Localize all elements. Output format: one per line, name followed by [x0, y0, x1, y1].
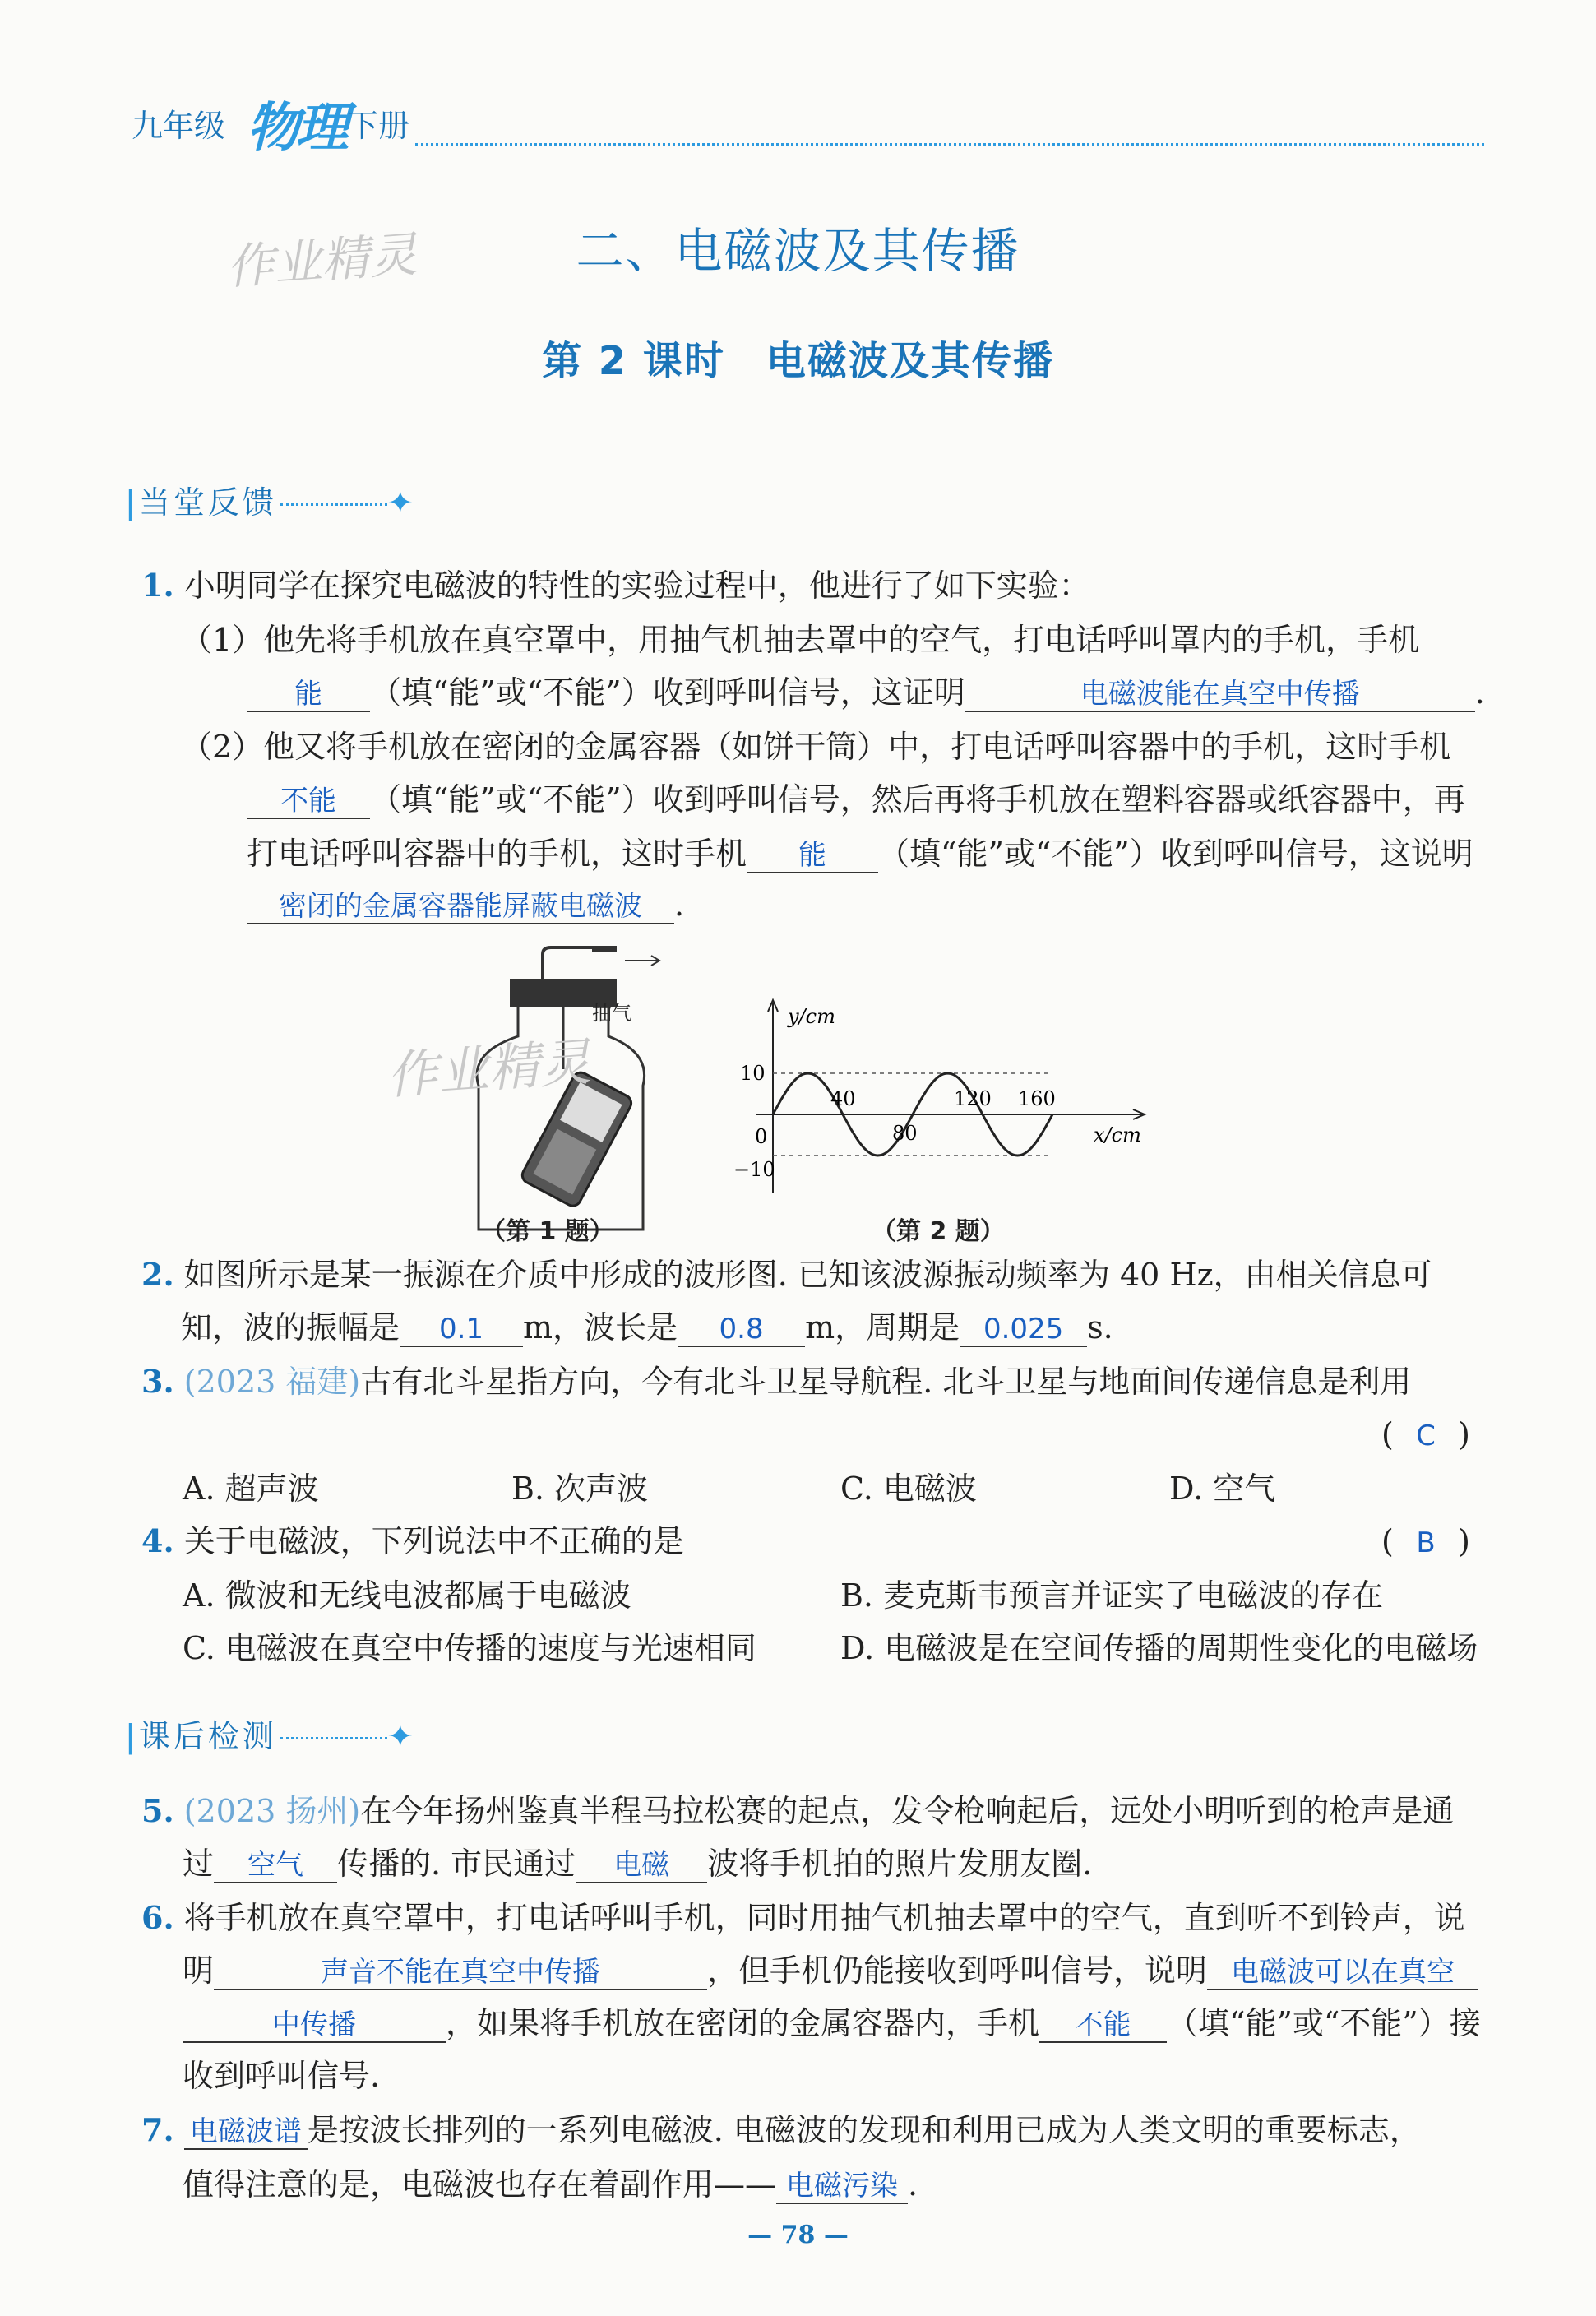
q2-number: 2.	[141, 1256, 174, 1293]
q5-line1	[141, 1792, 1455, 1829]
air-tube	[543, 947, 600, 979]
q1-part2-line2	[247, 783, 1465, 819]
q5-text2c: 波将手机拍的照片发朋友圈.	[707, 1846, 1093, 1882]
q5-answer-1: 空气	[214, 1849, 337, 1883]
fig1-caption: （第 1 题）	[481, 1217, 614, 1246]
q4-number: 4.	[141, 1522, 174, 1559]
q3-answer: C	[1416, 1420, 1436, 1452]
q4-option-a: A. 微波和无线电波都属于电磁波	[183, 1577, 631, 1614]
lesson-title: 第 2 课时 电磁波及其传播	[542, 338, 1054, 384]
tick-y-10: 10	[740, 1062, 766, 1085]
q1-part2-text2: （填“能”或“不能”）收到呼叫信号，然后再将手机放在塑料容器或纸容器中，再	[370, 781, 1465, 818]
q1-part2-line4: 密闭的金属容器能屏蔽电磁波 .	[247, 888, 684, 924]
q1-part2-text3: 打电话呼叫容器中的手机，这时手机	[247, 836, 747, 872]
q7-text1: 是按波长排列的一系列电磁波. 电磁波的发现和利用已成为人类文明的重要标志，	[307, 2112, 1421, 2148]
q3-source-tag: (2023 福建)	[183, 1364, 361, 1400]
q5-number: 5.	[141, 1792, 174, 1829]
fig2-caption: （第 2 题）	[872, 1217, 1005, 1246]
q4-answer-bracket: ( B )	[1381, 1523, 1470, 1559]
q3-answer-bracket: ( C )	[1381, 1416, 1470, 1452]
header-grade: 九年级	[132, 108, 226, 144]
q1-answer-3: 不能	[247, 785, 370, 819]
q6-text2a: 明	[183, 1952, 215, 1989]
q1-answer-5: 密闭的金属容器能屏蔽电磁波	[247, 890, 674, 924]
q1-part1-line1: （1）他先将手机放在真空罩中，用抽气机抽去罩中的空气，打电话呼叫罩内的手机，手机	[181, 622, 1420, 658]
q2-line2	[181, 1311, 1113, 1347]
q4-option-b: B. 麦克斯韦预言并证实了电磁波的存在	[840, 1577, 1384, 1614]
q1-answer-4: 能	[747, 839, 878, 873]
q6-line4: 收到呼叫信号.	[183, 2058, 381, 2094]
q1-part1-line2: 能 （填“能”或“不能”）收到呼叫信号，这证明 电磁波能在真空中传播 .	[247, 676, 1485, 712]
section-feedback: |当堂反馈 ✦	[125, 484, 417, 521]
q4-answer: B	[1416, 1526, 1436, 1559]
q2-line1	[141, 1258, 1432, 1291]
q4-option-c: C. 电磁波在真空中传播的速度与光速相同	[183, 1630, 756, 1666]
q1-answer-2: 电磁波能在真空中传播	[965, 678, 1475, 712]
q6-line1	[141, 1901, 1465, 1934]
q5-text1: 在今年扬州鉴真半程马拉松赛的起点，发令枪响起后，远处小明听到的枪声是通	[360, 1793, 1455, 1829]
tick-x-120: 120	[954, 1087, 992, 1110]
q1-part2-line1: （2）他又将手机放在密闭的金属容器（如饼干筒）中，打电话呼叫容器中的手机，这时手机	[181, 729, 1451, 765]
q2-text1: 如图所示是某一振源在介质中形成的波形图. 已知该波源振动频率为 40 Hz，由相关信息可	[183, 1257, 1432, 1293]
header-divider	[415, 143, 1484, 146]
page-number-value: 78	[780, 2221, 816, 2249]
q6-answer-3: 不能	[1039, 2008, 1167, 2043]
q4-option-d: D. 电磁波是在空间传播的周期性变化的电磁场	[840, 1630, 1478, 1666]
q6-text3b: ，如果将手机放在密闭的金属容器内，手机	[446, 2005, 1040, 2041]
q5-text2b: 传播的. 市民通过	[337, 1846, 576, 1882]
q3-option-d: D. 空气	[1169, 1471, 1276, 1507]
tick-y-neg10: −10	[733, 1158, 775, 1181]
q7-number: 7.	[141, 2111, 174, 2148]
q6-number: 6.	[141, 1899, 174, 1936]
section-after-class: |课后检测 ✦	[125, 1718, 417, 1754]
q6-line3	[183, 2007, 1481, 2043]
page-title: 二、电磁波及其传播	[576, 223, 1020, 279]
q7-text2: 值得注意的是，电磁波也存在着副作用——	[183, 2166, 777, 2203]
q2-text2b: m，波长是	[523, 1309, 678, 1346]
q2-text2a: 知，波的振幅是	[181, 1309, 400, 1346]
sparkle-icon: ✦	[386, 1718, 417, 1754]
page-number: — 78 —	[747, 2221, 849, 2249]
q3-option-b: B. 次声波	[511, 1471, 649, 1507]
q7-line2: 值得注意的是，电磁波也存在着副作用—— 电磁污染 .	[183, 2166, 918, 2203]
header-subject: 物理	[247, 98, 345, 159]
chart-ylabel: y/cm	[788, 1005, 835, 1028]
watermark: 作业精灵	[224, 225, 419, 295]
q6-text3c: （填“能”或“不能”）接	[1167, 2005, 1481, 2041]
q4-line1	[141, 1522, 684, 1559]
q6-answer-2: 电磁波可以在真空	[1207, 1956, 1478, 1990]
sparkle-icon: ✦	[386, 484, 417, 521]
q1-part2-line3	[247, 837, 1473, 873]
q1-stem	[141, 569, 1090, 602]
q3-option-a: A. 超声波	[183, 1471, 319, 1507]
q3-stem: 古有北斗星指方向，今有北斗卫星导航程. 北斗卫星与地面间传递信息是利用	[360, 1364, 1412, 1400]
q7-answer-1: 电磁波谱	[184, 2115, 308, 2150]
q1-part1-text2: （填“能”或“不能”）收到呼叫信号，这证明	[370, 674, 965, 711]
tick-origin: 0	[755, 1125, 768, 1148]
q2-answer-2: 0.8	[678, 1313, 805, 1347]
q1-answer-1: 能	[247, 678, 370, 712]
q5-line2	[183, 1847, 1092, 1883]
figure-2-wave-chart	[724, 995, 1151, 1201]
section-feedback-label: 当堂反馈	[138, 484, 277, 521]
q5-answer-2: 电磁	[576, 1849, 707, 1883]
q2-answer-3: 0.025	[960, 1313, 1087, 1347]
chart-xlabel: x/cm	[1094, 1123, 1141, 1146]
q6-text2b: ，但手机仍能接收到呼叫信号，说明	[707, 1952, 1208, 1989]
section-after-label: 课后检测	[138, 1718, 277, 1754]
tick-x-80: 80	[892, 1122, 918, 1145]
q2-answer-1: 0.1	[400, 1313, 523, 1347]
q6-answer-2-cont: 中传播	[183, 2008, 446, 2043]
q1-part2-text4: （填“能”或“不能”）收到呼叫信号，这说明	[878, 836, 1473, 872]
q3-number: 3.	[141, 1363, 174, 1400]
q7-answer-2: 电磁污染	[776, 2170, 908, 2204]
q5-source-tag: (2023 扬州)	[183, 1793, 361, 1829]
q2-text2d: s.	[1087, 1309, 1113, 1346]
tick-x-160: 160	[1018, 1087, 1056, 1110]
tick-x-40: 40	[830, 1087, 856, 1110]
q2-text2c: m，周期是	[805, 1309, 960, 1346]
q1-number: 1.	[141, 567, 174, 604]
q3-option-c: C. 电磁波	[840, 1471, 977, 1507]
q1-stem-text: 小明同学在探究电磁波的特性的实验过程中，他进行了如下实验：	[183, 567, 1090, 604]
fig1-label: 抽气	[592, 1002, 631, 1025]
q5-text2a: 过	[183, 1846, 215, 1882]
q6-answer-1: 声音不能在真空中传播	[214, 1956, 707, 1990]
q3-line1	[141, 1365, 1411, 1398]
watermark-figure: 作业精灵	[385, 1031, 593, 1106]
header-volume: 下册	[347, 108, 410, 144]
q4-stem: 关于电磁波，下列说法中不正确的是	[183, 1523, 684, 1559]
q6-line2	[183, 1954, 1478, 1990]
q6-text1: 将手机放在真空罩中，打电话呼叫手机，同时用抽气机抽去罩中的空气，直到听不到铃声，说	[183, 1900, 1465, 1936]
tube-end	[592, 946, 617, 952]
q7-line1	[141, 2111, 1421, 2150]
